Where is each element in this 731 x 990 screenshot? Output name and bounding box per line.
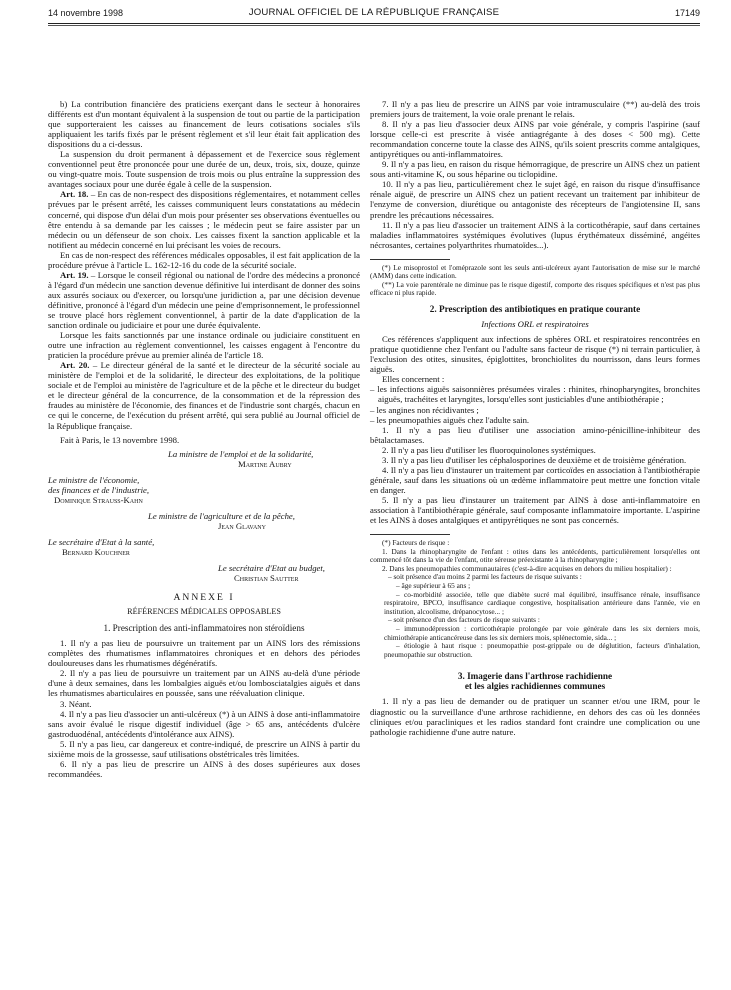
section-heading: 3. Imagerie dans l'arthrose rachidienne xyxy=(457,671,613,682)
footnote-rule xyxy=(370,534,450,535)
list-item: 6. Il n'y a pas lieu de prescrire un AINS à des doses supérieures aux doses recommandées. xyxy=(48,758,360,779)
list-item: 4. Il n'y a pas lieu d'instaurer un traitement par corticoïdes en association à l'antibiothérapie générale, sauf dans les situations où un œdème inflammatoire peut mettre une fonction vitale en danger. xyxy=(370,464,700,495)
signatory-name: Bernard Kouchner xyxy=(62,546,130,557)
list-item: 10. Il n'y a pas lieu, particulièrement chez le sujet âgé, en raison du risque d'insuffisance rénale aiguë, de prescrire un AINS chez un patient recevant un traitement par inhibiteur de l'enzyme de conversion, diurétique ou antagoniste des récepteurs de l'angiotensine II, sans prendre les précautions nécessaires. xyxy=(370,179,700,220)
signature-block xyxy=(48,449,360,469)
page-header xyxy=(48,4,700,22)
header-rule xyxy=(48,23,700,24)
article-label: Art. 18. xyxy=(60,189,89,200)
article-18 xyxy=(48,189,360,249)
paragraph: b) La contribution financière des praticiens exerçant dans le secteur à honoraires différents est d'un montant équivalent à la suspension de tout ou partie de la participation que supporteraient les caisses au financement de leurs cotisations sociales s'ils appliquaient les tarifs fixés par le présent règlement et s'il leur était fait application des dispositions du a ci-dessus. xyxy=(48,99,360,150)
list-item: – les infections aiguës saisonnières présumées virales : rhinites, rhinopharyngites, bronchites aiguës, trachéites et laryngites, lorsqu'elles sont justiciables d'une antibiothérapie ; xyxy=(370,384,700,405)
signatory-title: des finances et de l'industrie, xyxy=(48,484,150,495)
signatory-title: Le secrétaire d'Etat à la santé, xyxy=(48,536,155,547)
header-page-number: 17149 xyxy=(674,8,700,18)
signatory-name: Jean Glavany xyxy=(218,520,266,531)
article-text: – Le directeur général de la santé et le directeur de la sécurité sociale au ministère de l'emploi et de la solidarité, le directeur des exploitations, de la politique sociale et de l'emploi au ministère de l'agriculture et de la pêche et le directeur du budget et le directeur général de la concurrence, de la consommation et de la répression des fraudes au ministère de l'économie, des finances et de l'industrie sont chargés, chacun en ce qui le concerne, de l'exécution du présent arrêté, qui sera publié au Journal officiel de la République française. xyxy=(48,360,360,431)
header-date: 14 novembre 1998 xyxy=(48,8,124,18)
annex-title: ANNEXE I xyxy=(173,592,235,604)
signatory-name: Dominique Strauss-Kahn xyxy=(54,494,143,505)
footnote: 2. Dans les pneumopathies communautaires (c'est-à-dire acquises en dehors du milieu hospitalier) : xyxy=(382,563,672,573)
annex-subtitle: RÉFÉRENCES MÉDICALES OPPOSABLES xyxy=(127,607,281,617)
article-20 xyxy=(48,360,360,430)
footnote: – âge supérieur à 65 ans ; xyxy=(396,581,471,591)
list-item: 8. Il n'y a pas lieu d'associer deux AINS par voie générale, y compris l'aspirine (sauf lorsque celle-ci est prescrite à visée antiagrégante à des doses < 500 mg). Cette recommandation concerne toute la classe des AINS, qu'ils soient prescrits comme antalgiques, antipyrétiques ou anti-inflammatoires. xyxy=(370,119,700,160)
signatory-title: Le ministre de l'agriculture et de la pêche, xyxy=(148,510,295,521)
list-item: 2. Il n'y a pas lieu de poursuivre un traitement par un AINS au-delà d'une période d'une à deux semaines, dans les lombalgies aiguës et/ou lombosciatalgies aiguës et dans les rhumatismes abarticulaires en poussée, sans une réévaluation clinique. xyxy=(48,668,360,699)
signatory-title: La ministre de l'emploi et de la solidarité, xyxy=(168,448,314,459)
paragraph: Ces références s'appliquent aux infections de sphères ORL et respiratoires rencontrées en pratique quotidienne chez l'enfant ou l'adulte sans facteur de risque (*) ni terrain particulier, à l'exclusion des otites, sinusites, épiglottites, bronchiolites du nourrisson, dans leurs formes aiguës. xyxy=(370,334,700,375)
list-item: 5. Il n'y a pas lieu d'instaurer un traitement par AINS à dose anti-inflammatoire en association à l'antibiothérapie générale, sauf composante inflammatoire importante. L'aspirine et les AINS à doses antalgiques et antipyrétiques ne sont pas concernés. xyxy=(370,494,700,526)
signatory-name: Martine Aubry xyxy=(238,458,292,469)
paragraph: La suspension du droit permanent à dépassement et de l'exercice sous règlement conventionnel peut être prononcée pour une durée de un, deux, trois, six, douze, quinze ou vingt-quatre mois. Toute suspension de trois mois ou plus entraîne la suppression des avantages sociaux pour une durée égale à celle de la suspension. xyxy=(48,149,360,190)
list-item: 4. Il n'y a pas lieu d'associer un anti-ulcéreux (*) à un AINS à dose anti-inflammatoire sans avoir évalué le risque digestif individuel (âge > 65 ans, antécédents d'ulcère gastroduodénal, antécédents d'intolérance aux AINS). xyxy=(48,708,360,739)
list-item: 1. Il n'y a pas lieu de poursuivre un traitement par un AINS lors des rémissions complètes des rhumatismes inflammatoires chroniques et en dehors des périodes douloureuses dans les rhumatismes dégénératifs. xyxy=(48,638,360,669)
footnote: – immunodépression : corticothérapie prolongée par voie générale dans les six derniers mois, chimiothérapie anticancéreuse dans les six derniers mois, splénectomie, sida... ; xyxy=(384,624,700,642)
footnote-rule xyxy=(370,259,450,260)
list-item: 1. Il n'y a pas lieu d'utiliser une association amino-pénicilline-inhibiteur des bêtalactamases. xyxy=(370,424,700,445)
list-item: – les pneumopathies aiguës chez l'adulte sain. xyxy=(370,414,530,425)
signature-date: Fait à Paris, le 13 novembre 1998. xyxy=(60,434,180,445)
footnote: – étiologie à haut risque : pneumopathie post-grippale ou de déglutition, facteurs d'inhalation, pneumopathie sur obstruction. xyxy=(384,641,700,659)
subsection-heading: Infections ORL et respiratoires xyxy=(481,319,589,330)
footnote-title: (*) Facteurs de risque : xyxy=(382,538,450,548)
list-item: 2. Il n'y a pas lieu d'utiliser les fluoroquinolones systémiques. xyxy=(382,444,596,455)
section-heading: et les algies rachidiennes communes xyxy=(464,681,606,692)
footnote: (*) Le misoprostol et l'oméprazole sont les seuls anti-ulcéreux ayant l'autorisation de mise sur le marché (AMM) dans cette indication. xyxy=(370,262,700,281)
signature-block xyxy=(48,563,360,583)
footnote: – soit présence d'un des facteurs de risque suivants : xyxy=(388,615,540,625)
article-text: – Lorsque le conseil régional ou national de l'ordre des médecins a prononcé à l'égard d'un médecin une sanction devenue définitive lui interdisant de donner des soins aux assurés sociaux ou d'exercer, ou lorsqu'une juridiction a, par une décision devenue définitive, prononcé à l'égard d'un médecin une peine d'emprisonnement, le professionnel se trouve placé hors règlement conventionnel, à partir de la date d'application de la sanction ordinale ou judiciaire et pour une durée équivalente. xyxy=(48,269,360,331)
bullet-list xyxy=(370,384,700,424)
paragraph: Lorsque les faits sanctionnés par une instance ordinale ou judiciaire constituent en outre une infraction au règlement conventionnel, les caisses engagent à l'encontre du praticien la procédure prévue au premier alinéa de l'article 18. xyxy=(48,330,360,361)
footnote: – soit présence d'au moins 2 parmi les facteurs de risque suivants : xyxy=(388,572,582,582)
header-rule-thin xyxy=(48,25,700,26)
list-item: 3. Néant. xyxy=(60,698,92,709)
article-label: Art. 20. xyxy=(60,360,90,371)
article-19 xyxy=(48,270,360,330)
paragraph: Elles concernent : xyxy=(382,374,445,385)
signatory-name: Christian Sautter xyxy=(234,573,299,584)
list-item: 1. Il n'y a pas lieu de demander ou de pratiquer un scanner et/ou une IRM, pour le diagnostic ou la surveillance d'une arthrose rachidienne, en dehors des cas où les données cliniques et/ou paracliniques et les radios standard font craindre une complication ou une pathologie rachidienne d'une autre nature. xyxy=(370,696,700,737)
paragraph: En cas de non-respect des références médicales opposables, il est fait application de la procédure prévue à l'article L. 162-12-16 du code de la sécurité sociale. xyxy=(48,249,360,270)
footnote: – co-morbidité associée, telle que diabète sucré mal équilibré, insuffisance rénale, insuffisance respiratoire, BPCO, insuffisance cardiaque congestive, hospitalisation antérieure dans l'année, vie en institution, alcoolisme, drépanocytose... ; xyxy=(384,589,700,616)
signature-block xyxy=(48,511,360,531)
list-item: 3. Il n'y a pas lieu d'utiliser les céphalosporines de deuxième et de troisième génération. xyxy=(382,454,687,465)
signatory-title: Le ministre de l'économie, xyxy=(48,474,140,485)
section-heading: 1. Prescription des anti-inflammatoires non stéroïdiens xyxy=(103,623,305,634)
right-column xyxy=(370,99,700,737)
list-item: 7. Il n'y a pas lieu de prescrire un AINS par voie intramusculaire (**) au-delà des trois premiers jours de traitement, la voie orale prenant le relais. xyxy=(370,99,700,120)
signatory-title: Le secrétaire d'Etat au budget, xyxy=(218,563,325,574)
footnote: 1. Dans la rhinopharyngite de l'enfant : otites dans les antécédents, particulièrement lorsqu'elles ont commencé tôt dans la vie de l'enfant, otite séreuse préexistante à la rhinopharyngite ; xyxy=(370,546,700,565)
section-heading: 2. Prescription des antibiotiques en pratique courante xyxy=(429,304,641,315)
header-journal-title: JOURNAL OFFICIEL DE LA RÉPUBLIQUE FRANÇAISE xyxy=(248,7,500,18)
left-column xyxy=(48,99,360,779)
list-item: – les angines non récidivantes ; xyxy=(370,404,479,415)
list-item: 5. Il n'y a pas lieu, car dangereux et contre-indiqué, de prescrire un AINS à partir du sixième mois de la grossesse, sauf utilisations obstétricales très limitées. xyxy=(48,738,360,759)
signature-block xyxy=(48,475,360,505)
article-text: – En cas de non-respect des dispositions réglementaires, et notamment celles prévues par le présent arrêté, les caisses communiquent leurs constatations au médecin concerné, qui dispose d'un délai d'un mois pour présenter ses observations éventuelles ou être entendu à sa demande par les caisses ; le médecin peut se faire assister par un médecin ou un défenseur de son choix. Les caisses fixent la sanction applicable et la notifient au médecin concerné en lui précisant les voies de recours. xyxy=(48,189,360,250)
list-item: 11. Il n'y a pas lieu d'associer un traitement AINS à la corticothérapie, sauf dans certaines maladies inflammatoires systémiques évolutives (lupus érythémateux disséminé, angéites nécrosantes, certaines polyarthrites rhumatoïdes...). xyxy=(370,219,700,250)
list-item: 9. Il n'y a pas lieu, en raison du risque hémorragique, de prescrire un AINS chez un patient sous anti-vitamine K, ou sous héparine ou ticlopidine. xyxy=(370,159,700,180)
signature-block xyxy=(48,537,360,557)
article-label: Art. 19. xyxy=(60,269,89,280)
footnote: (**) La voie parentérale ne diminue pas le risque digestif, comporte des risques spécifiques et n'est pas plus efficace ni plus rapide. xyxy=(370,279,700,298)
